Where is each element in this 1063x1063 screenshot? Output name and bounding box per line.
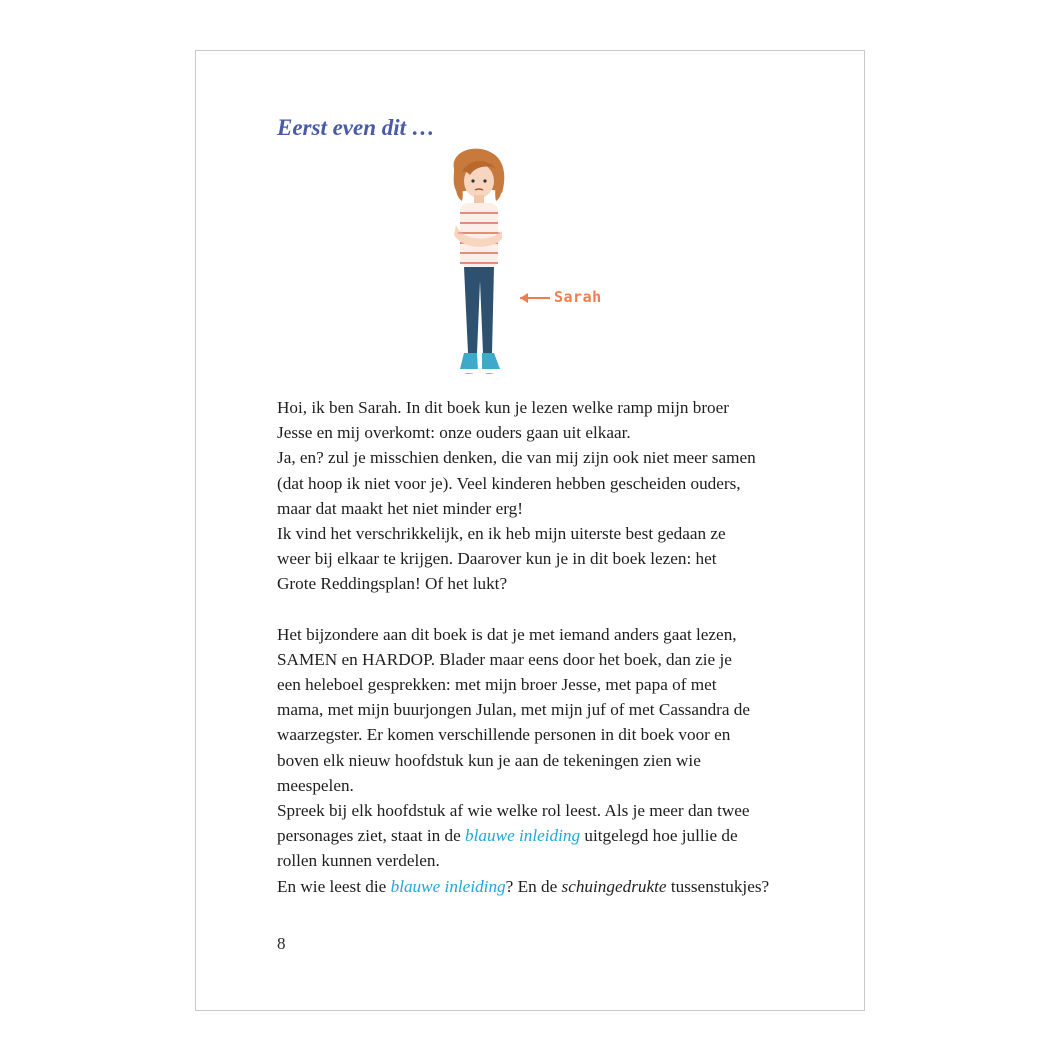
text-line: SAMEN en HARDOP. Blader maar eens door het boek, dan zie je bbox=[277, 649, 732, 669]
text-line: een heleboel gesprekken: met mijn broer Jesse, met papa of met bbox=[277, 675, 717, 695]
text-segment: ? En de bbox=[505, 876, 562, 896]
text-line: meespelen. bbox=[277, 775, 354, 795]
italic-term: schuingedrukte bbox=[561, 876, 667, 896]
callout-label: Sarah bbox=[554, 288, 602, 306]
text-line: (dat hoop ik niet voor je). Veel kinderen hebben gescheiden ouders, bbox=[277, 473, 741, 493]
text-line: rollen kunnen verdelen. bbox=[277, 851, 440, 871]
book-page bbox=[195, 50, 865, 1011]
text-line: boven elk nieuw hoofdstuk kun je aan de tekeningen zien wie bbox=[277, 750, 701, 770]
text-line: mama, met mijn buurjongen Julan, met mijn juf of met Cassandra de bbox=[277, 700, 751, 720]
paragraph-instructions bbox=[277, 622, 807, 899]
page-number: 8 bbox=[277, 934, 286, 953]
text-line-with-highlight bbox=[277, 823, 807, 848]
text-segment: En wie leest die bbox=[277, 876, 391, 896]
body-text bbox=[277, 395, 807, 924]
text-line: waarzegster. Er komen verschillende personen in dit boek voor en bbox=[277, 725, 731, 745]
text-line: Hoi, ik ben Sarah. In dit boek kun je lezen welke ramp mijn broer bbox=[277, 398, 729, 417]
text-line: Ik vind het verschrikkelijk, en ik heb mijn uiterste best gedaan ze bbox=[277, 524, 726, 544]
blue-intro-term: blauwe inleiding bbox=[390, 876, 506, 896]
text-line-with-highlight bbox=[277, 874, 807, 899]
text-line: maar dat maakt het niet minder erg! bbox=[277, 498, 523, 518]
text-segment: uitgelegd hoe jullie de bbox=[580, 826, 738, 846]
text-line: Het bijzondere aan dit boek is dat je met iemand anders gaat lezen, bbox=[277, 624, 737, 644]
text-line: Jesse en mij overkomt: onze ouders gaan uit elkaar. bbox=[277, 423, 631, 443]
text-segment: tussenstukjes? bbox=[666, 876, 770, 896]
blue-intro-term: blauwe inleiding bbox=[465, 826, 581, 846]
page-heading: Eerst even dit … bbox=[277, 115, 435, 140]
text-line: weer bij elkaar te krijgen. Daarover kun je in dit boek lezen: het bbox=[277, 549, 717, 569]
text-line: Grote Reddingsplan! Of het lukt? bbox=[277, 574, 508, 594]
text-segment: personages ziet, staat in de bbox=[277, 826, 466, 846]
text-line: Spreek bij elk hoofdstuk af wie welke rol leest. Als je meer dan twee bbox=[277, 801, 750, 821]
text-line: Ja, en? zul je misschien denken, die van mij zijn ook niet meer samen bbox=[277, 448, 756, 468]
sarah-illustration bbox=[436, 147, 526, 383]
paragraph-intro bbox=[277, 395, 807, 597]
